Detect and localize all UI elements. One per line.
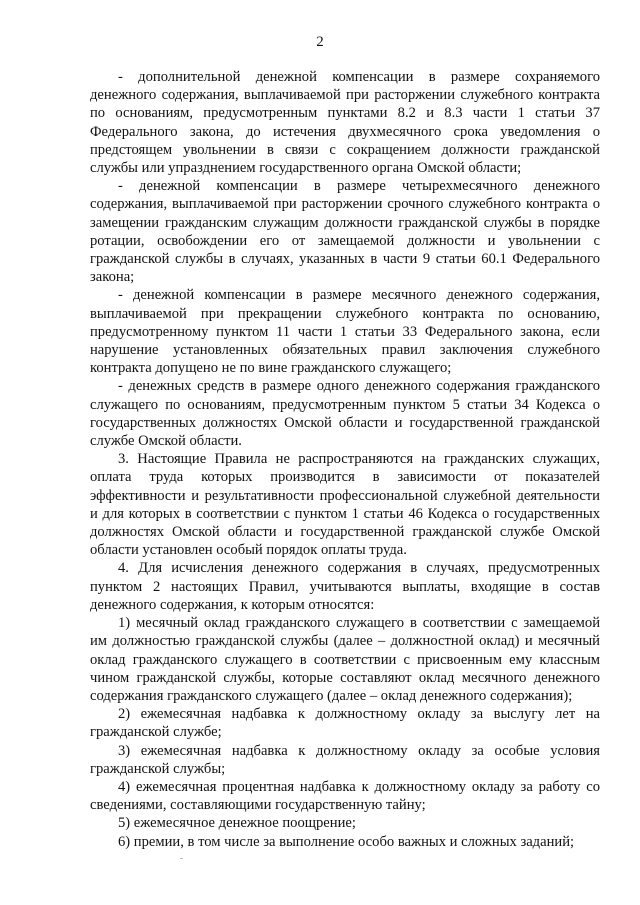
paragraph-compensation-monthly: - денежной компенсации в размере месячного денежного содержания, выплачиваемой при прекращении служебного контракта по основанию, предусмотренному пунктом 11 части 1 статьи 33 Федерального закона, если нарушение установленных обязательных правил заключения служебного контракта допущено не по вине гражданского служащего;	[90, 287, 600, 377]
paragraph-funds-one-salary: - денежных средств в размере одного денежного содержания гражданского служащего по основаниям, предусмотренным пунктом 5 статьи 34 Кодекса о государственных должностях Омской области и государственной гражданской службе Омской области.	[90, 378, 600, 450]
list-item-5: 5) ежемесячное денежное поощрение;	[118, 815, 356, 832]
paragraph-clause-4: 4. Для исчисления денежного содержания в случаях, предусмотренных пунктом 2 настоящих Правил, учитываются выплаты, входящие в состав денежного содержания, к которым относятся:	[90, 560, 600, 613]
list-item-4: 4) ежемесячная процентная надбавка к должностному окладу за работу со сведениями, составляющими государственную тайну;	[90, 778, 600, 814]
list-item-2: 2) ежемесячная надбавка к должностному окладу за выслугу лет на гражданской службе;	[90, 706, 600, 741]
list-item-1: 1) месячный оклад гражданского служащего в соответствии с замещаемой им должностью гражданской службы (далее – должностной оклад) и месячный оклад гражданского служащего в соответствии с присвоенным ему классным чином гражданской службы, которые составляют оклад месячного денежного содержания гражданского служащего (далее – оклад денежного содержания);	[90, 615, 600, 704]
scan-speck	[180, 858, 183, 859]
document-body	[90, 68, 600, 851]
list-item-6: 6) премии, в том числе за выполнение особо важных и сложных заданий;	[118, 833, 575, 850]
paragraph-compensation-additional: - дополнительной денежной компенсации в размере сохраняемого денежного содержания, выплачиваемой при расторжении служебного контракта по основаниям, предусмотренным пунктами 8.2 и 8.3 части 1 статьи 37 Федерального закона, до истечения двухмесячного срока уведомления о предстоящем увольнении в связи с сокращением должности гражданской службы или упразднением государственного органа Омской области;	[90, 69, 600, 177]
paragraph-compensation-four-month: - денежной компенсации в размере четырехмесячного денежного содержания, выплачиваемой при расторжении срочного служебного контракта о замещении гражданским служащим должности гражданской службы в порядке ротации, освобождении его от замещаемой должности и увольнении с гражданской службы в случаях, указанных в части 9 статьи 60.1 Федерального закона;	[90, 178, 600, 286]
page-number: 2	[316, 34, 324, 50]
paragraph-clause-3: 3. Настоящие Правила не распространяются на гражданских служащих, оплата труда которых производится в зависимости от показателей эффективности и результативности профессиональной служебной деятельности и для которых в соответствии с пунктом 1 статьи 46 Кодекса о государственных должностях Омской области и государственной гражданской службе Омской области установлен особый порядок оплаты труда.	[90, 451, 600, 559]
list-item-3: 3) ежемесячная надбавка к должностному окладу за особые условия гражданской службы;	[90, 742, 600, 777]
